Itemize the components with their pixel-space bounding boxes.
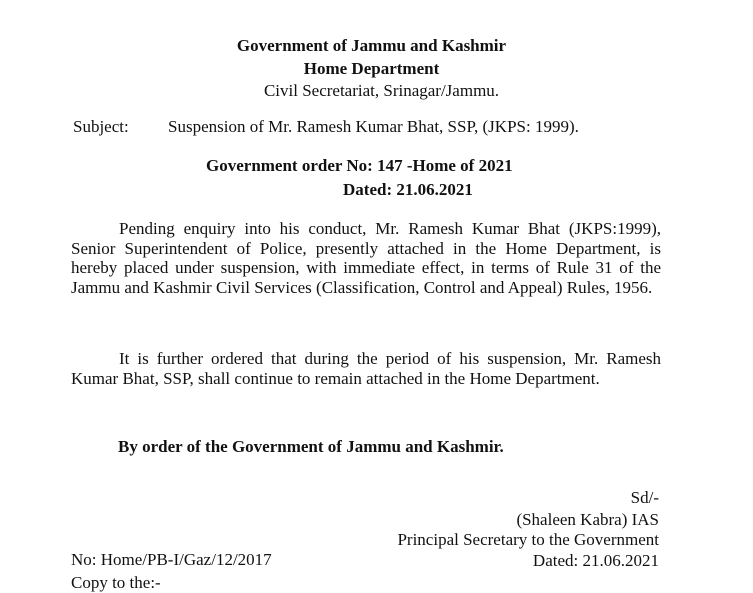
body-paragraph-1: Pending enquiry into his conduct, Mr. Ramesh Kumar Bhat (JKPS:1999), Senior Superintendent of Police, presently attached in the Home Department, is hereby placed under suspension, with immediate effect, in terms of Rule 31 of the Jammu and Kashmir Civil Services (Classification, Control and Appeal) Rules, 1956. — [71, 219, 661, 297]
reference-number: No: Home/PB-I/Gaz/12/2017 — [71, 550, 272, 569]
subject-label: Subject: — [73, 117, 129, 136]
header-address: Civil Secretariat, Srinagar/Jammu. — [263, 81, 500, 100]
signature-sd: Sd/- — [630, 488, 659, 507]
signature-name: (Shaleen Kabra) IAS — [516, 510, 659, 529]
header-department: Home Department — [303, 59, 440, 78]
closing-line: By order of the Government of Jammu and Kashmir. — [118, 437, 504, 456]
order-date: Dated: 21.06.2021 — [343, 180, 473, 199]
signature-designation: Principal Secretary to the Government — [397, 530, 659, 549]
order-number: Government order No: 147 -Home of 2021 — [206, 156, 513, 175]
body-paragraph-2: It is further ordered that during the period of his suspension, Mr. Ramesh Kumar Bhat, SSP, shall continue to remain attached in the Home Department. — [71, 349, 661, 388]
copy-to-line: Copy to the:- — [71, 573, 161, 592]
subject-text: Suspension of Mr. Ramesh Kumar Bhat, SSP, (JKPS: 1999). — [168, 117, 579, 136]
header-government: Government of Jammu and Kashmir — [236, 36, 507, 55]
signature-date: Dated: 21.06.2021 — [532, 551, 659, 570]
